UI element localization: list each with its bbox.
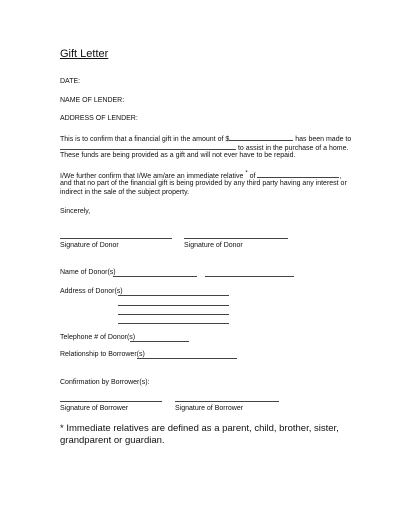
- footnote-line-2: grandparent or guardian.: [60, 435, 165, 446]
- borrower-signature-line-2[interactable]: [175, 401, 279, 402]
- relative-text-a: I/We further confirm that I/We am/are an immediate relative: [60, 173, 244, 180]
- sincerely: Sincerely,: [60, 208, 91, 215]
- footnote-star: *: [245, 170, 248, 177]
- donor-name-line-1[interactable]: [113, 276, 197, 277]
- lender-name-label: NAME OF LENDER:: [60, 97, 125, 104]
- donor-name-line-2[interactable]: [205, 276, 294, 277]
- relative-comma: ,: [339, 173, 342, 180]
- confirm-text-a: This is to confirm that a financial gift in the amount of $: [60, 136, 230, 143]
- signature-of-donor-label-2: Signature of Donor: [184, 242, 243, 249]
- confirm-text-b: has been made to: [295, 136, 352, 143]
- telephone-label: Telephone # of Donor(s): [60, 334, 136, 341]
- donor-address-line-4[interactable]: [118, 323, 229, 324]
- borrower-confirmation-label: Confirmation by Borrower(s):: [60, 379, 150, 386]
- signature-of-borrower-label-1: Signature of Borrower: [60, 405, 129, 412]
- borrower-signature-line-1[interactable]: [60, 401, 162, 402]
- relationship-label: Relationship to Borrower(s): [60, 351, 145, 358]
- lender-address-label: ADDRESS OF LENDER:: [60, 115, 138, 122]
- donor-address-label: Address of Donor(s): [60, 288, 123, 295]
- relative-line-2: and that no part of the financial gift is being provided by any third party having any interest or: [60, 180, 347, 187]
- donor-address-line-1[interactable]: [118, 295, 229, 296]
- donor-signature-line-2[interactable]: [184, 238, 288, 239]
- relative-text-b: of: [249, 173, 256, 180]
- page-title: Gift Letter: [60, 48, 109, 60]
- donor-address-line-2[interactable]: [118, 305, 229, 306]
- relationship-line[interactable]: [137, 358, 237, 359]
- gift-amount-blank[interactable]: [229, 133, 293, 141]
- donor-signature-line-1[interactable]: [60, 238, 172, 239]
- date-label: DATE:: [60, 78, 81, 85]
- donor-address-line-3[interactable]: [118, 314, 229, 315]
- donor-name-label: Name of Donor(s): [60, 269, 116, 276]
- relative-blank[interactable]: [257, 170, 342, 180]
- relative-line-3: indirect in the sale of the subject property.: [60, 189, 190, 196]
- signature-of-donor-label-1: Signature of Donor: [60, 242, 119, 249]
- telephone-line[interactable]: [130, 341, 189, 342]
- signature-of-borrower-label-2: Signature of Borrower: [175, 405, 244, 412]
- recipient-blank[interactable]: [60, 142, 236, 150]
- confirm-line-3: These funds are being provided as a gift and will not ever have to be repaid.: [60, 152, 296, 159]
- footnote-line-1: * Immediate relatives are defined as a parent, child, brother, sister,: [60, 423, 339, 434]
- confirm-text-c: to assist in the purchase of a home.: [237, 145, 349, 152]
